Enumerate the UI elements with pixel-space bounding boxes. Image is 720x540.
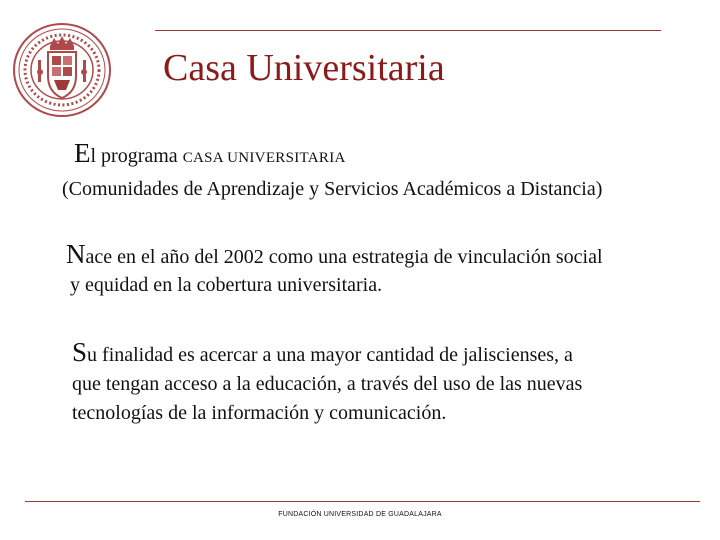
program-acronym-expansion: (Comunidades de Aprendizaje y Servicios Académicos a Distancia)	[62, 178, 603, 200]
paragraph-purpose	[72, 338, 582, 428]
purpose-line-1-text: u finalidad es acercar a una mayor cantidad de jaliscienses, a	[87, 344, 573, 366]
drop-initial-n: N	[66, 239, 86, 269]
origin-line-1	[66, 240, 603, 271]
footer-text: FUNDACIÓN UNIVERSIDAD DE GUADALAJARA	[278, 511, 442, 518]
origin-line-2: y equidad en la cobertura universitaria.	[70, 274, 383, 296]
paragraph-origin	[66, 240, 603, 299]
page-title: Casa Universitaria	[163, 47, 445, 89]
purpose-line-1	[72, 338, 582, 370]
purpose-line-3: tecnologías de la información y comunicación.	[72, 402, 447, 424]
drop-initial-e: E	[74, 138, 91, 168]
origin-line-1-text: ace en el año del 2002 como una estrategia de vinculación social	[85, 246, 603, 268]
top-rule	[155, 30, 661, 31]
university-seal-icon	[10, 20, 114, 120]
program-intro	[74, 138, 346, 169]
purpose-line-2: que tengan acceso a la educación, a través del uso de las nuevas	[72, 373, 583, 395]
bottom-rule	[25, 501, 700, 502]
program-name: CASA UNIVERSITARIA	[182, 150, 346, 166]
drop-initial-s: S	[72, 337, 88, 367]
intro-text: l programa	[90, 145, 183, 167]
